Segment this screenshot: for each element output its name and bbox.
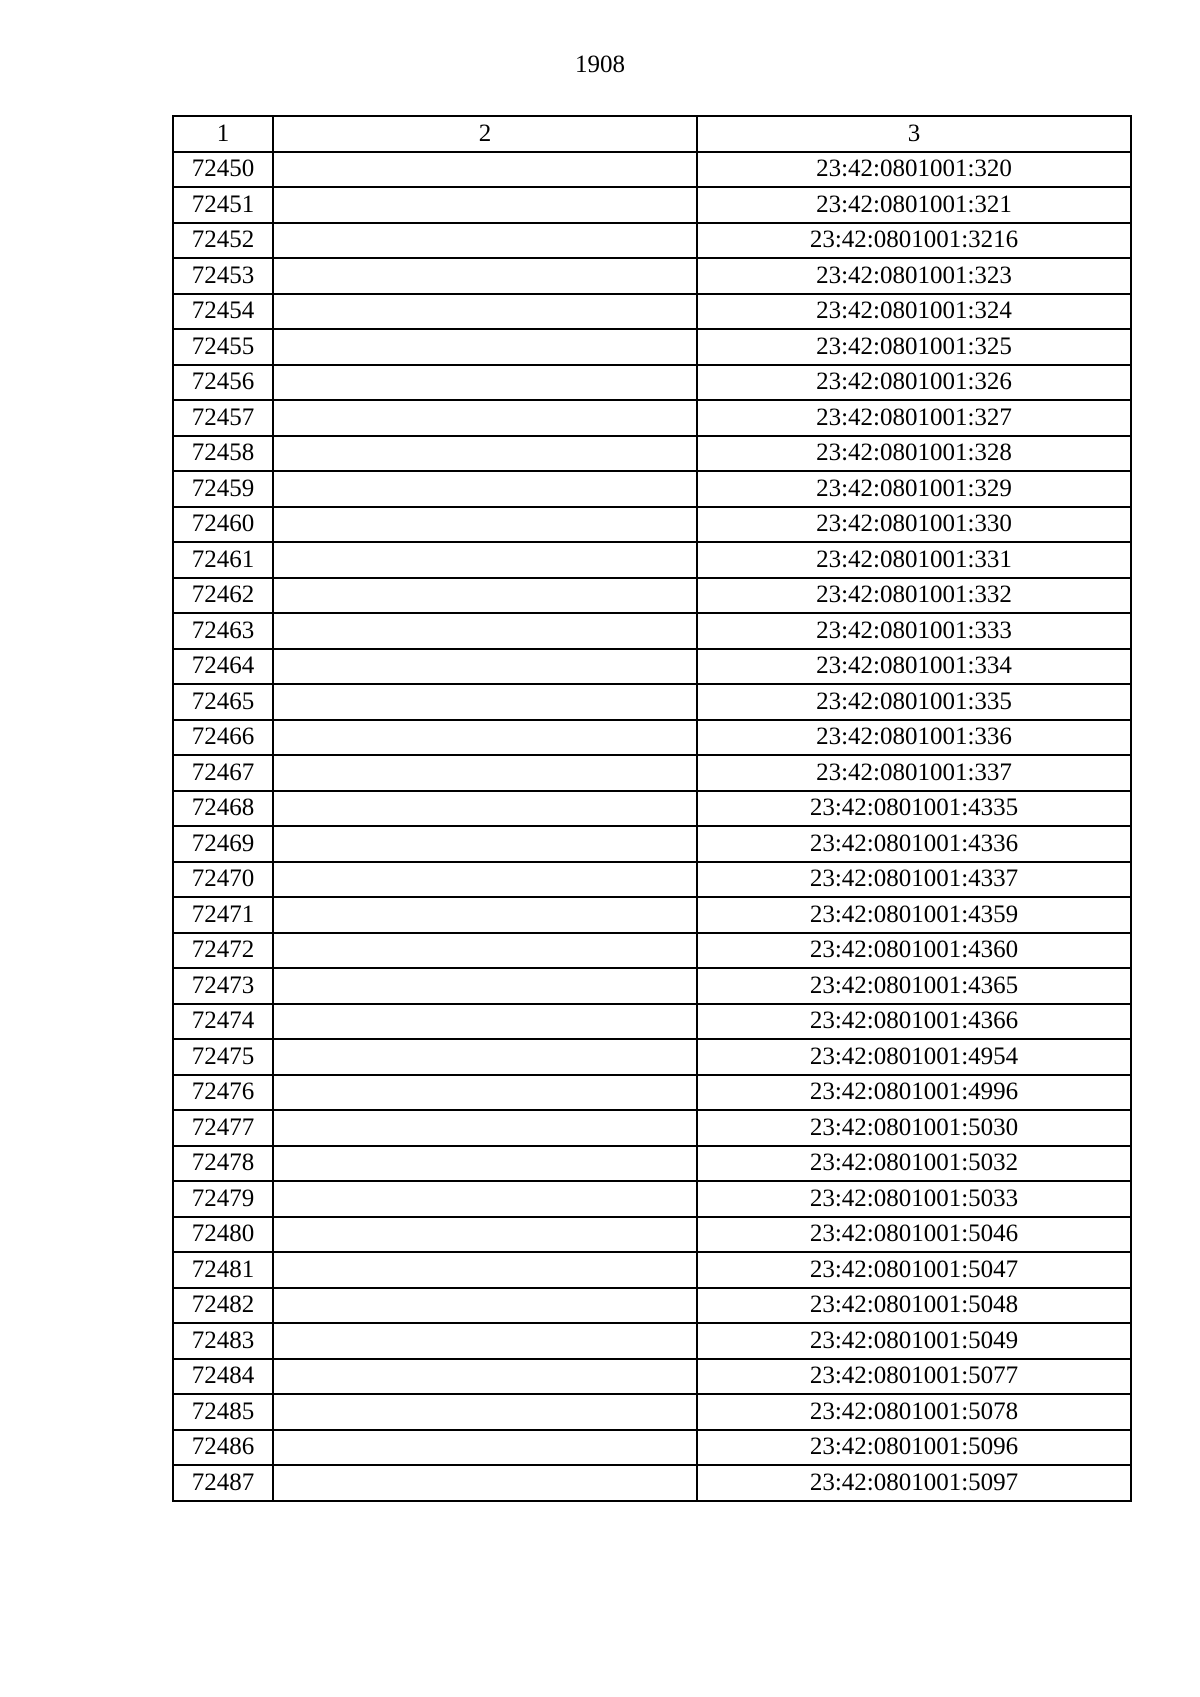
table-row <box>173 294 1131 330</box>
description-cell <box>273 1146 697 1182</box>
cadastral-number-cell: 23:42:0801001:5097 <box>697 1465 1131 1501</box>
description-cell <box>273 1252 697 1288</box>
cadastral-number-cell: 23:42:0801001:4335 <box>697 791 1131 827</box>
table-row <box>173 223 1131 259</box>
table-row <box>173 1359 1131 1395</box>
row-number-cell: 72480 <box>173 1217 273 1253</box>
cadastral-number-cell: 23:42:0801001:326 <box>697 365 1131 401</box>
row-number-cell: 72474 <box>173 1004 273 1040</box>
table-row <box>173 436 1131 472</box>
description-cell <box>273 1430 697 1466</box>
table-row <box>173 897 1131 933</box>
description-cell <box>273 1075 697 1111</box>
table-row <box>173 258 1131 294</box>
row-number-cell: 72455 <box>173 329 273 365</box>
row-number-cell: 72467 <box>173 755 273 791</box>
table-body <box>173 152 1131 1501</box>
table-row <box>173 1430 1131 1466</box>
table-row <box>173 471 1131 507</box>
description-cell <box>273 1181 697 1217</box>
cadastral-number-cell: 23:42:0801001:329 <box>697 471 1131 507</box>
row-number-cell: 72481 <box>173 1252 273 1288</box>
cadastral-number-cell: 23:42:0801001:327 <box>697 400 1131 436</box>
table-row <box>173 187 1131 223</box>
row-number-cell: 72464 <box>173 649 273 685</box>
row-number-cell: 72470 <box>173 862 273 898</box>
cadastral-number-cell: 23:42:0801001:4337 <box>697 862 1131 898</box>
cadastral-number-cell: 23:42:0801001:5048 <box>697 1288 1131 1324</box>
cadastral-number-cell: 23:42:0801001:5047 <box>697 1252 1131 1288</box>
row-number-cell: 72477 <box>173 1110 273 1146</box>
cadastral-number-cell: 23:42:0801001:333 <box>697 613 1131 649</box>
row-number-cell: 72485 <box>173 1394 273 1430</box>
cadastral-number-cell: 23:42:0801001:5078 <box>697 1394 1131 1430</box>
description-cell <box>273 1465 697 1501</box>
description-cell <box>273 507 697 543</box>
description-cell <box>273 294 697 330</box>
cadastral-number-cell: 23:42:0801001:5049 <box>697 1323 1131 1359</box>
cadastral-number-cell: 23:42:0801001:5033 <box>697 1181 1131 1217</box>
cadastral-number-cell: 23:42:0801001:320 <box>697 152 1131 188</box>
description-cell <box>273 684 697 720</box>
table-row <box>173 791 1131 827</box>
description-cell <box>273 755 697 791</box>
table-row <box>173 1181 1131 1217</box>
table-row <box>173 1004 1131 1040</box>
table-row <box>173 720 1131 756</box>
cadastral-number-cell: 23:42:0801001:4360 <box>697 933 1131 969</box>
cadastral-number-cell: 23:42:0801001:331 <box>697 542 1131 578</box>
table-row <box>173 968 1131 1004</box>
row-number-cell: 72453 <box>173 258 273 294</box>
table-row <box>173 1039 1131 1075</box>
table-row <box>173 862 1131 898</box>
table-row <box>173 684 1131 720</box>
table-row <box>173 613 1131 649</box>
table-row <box>173 1075 1131 1111</box>
description-cell <box>273 471 697 507</box>
cadastral-number-cell: 23:42:0801001:323 <box>697 258 1131 294</box>
cadastral-number-cell: 23:42:0801001:4336 <box>697 826 1131 862</box>
table-row <box>173 329 1131 365</box>
row-number-cell: 72462 <box>173 578 273 614</box>
row-number-cell: 72475 <box>173 1039 273 1075</box>
description-cell <box>273 720 697 756</box>
row-number-cell: 72487 <box>173 1465 273 1501</box>
table-row <box>173 933 1131 969</box>
cadastral-number-cell: 23:42:0801001:5077 <box>697 1359 1131 1395</box>
table-row <box>173 755 1131 791</box>
description-cell <box>273 152 697 188</box>
description-cell <box>273 223 697 259</box>
row-number-cell: 72473 <box>173 968 273 1004</box>
table-row <box>173 400 1131 436</box>
table-row <box>173 1252 1131 1288</box>
description-cell <box>273 968 697 1004</box>
row-number-cell: 72450 <box>173 152 273 188</box>
table-row <box>173 1146 1131 1182</box>
description-cell <box>273 329 697 365</box>
cadastral-number-cell: 23:42:0801001:5030 <box>697 1110 1131 1146</box>
description-cell <box>273 1359 697 1395</box>
row-number-cell: 72465 <box>173 684 273 720</box>
description-cell <box>273 1394 697 1430</box>
cadastral-number-cell: 23:42:0801001:324 <box>697 294 1131 330</box>
row-number-cell: 72468 <box>173 791 273 827</box>
row-number-cell: 72460 <box>173 507 273 543</box>
cadastral-number-cell: 23:42:0801001:4996 <box>697 1075 1131 1111</box>
cadastral-number-cell: 23:42:0801001:3216 <box>697 223 1131 259</box>
cadastral-number-cell: 23:42:0801001:335 <box>697 684 1131 720</box>
row-number-cell: 72457 <box>173 400 273 436</box>
column-header-1: 1 <box>173 116 273 152</box>
row-number-cell: 72482 <box>173 1288 273 1324</box>
description-cell <box>273 862 697 898</box>
cadastral-number-cell: 23:42:0801001:336 <box>697 720 1131 756</box>
row-number-cell: 72472 <box>173 933 273 969</box>
table-row <box>173 365 1131 401</box>
row-number-cell: 72486 <box>173 1430 273 1466</box>
row-number-cell: 72483 <box>173 1323 273 1359</box>
row-number-cell: 72461 <box>173 542 273 578</box>
row-number-cell: 72456 <box>173 365 273 401</box>
table-row <box>173 542 1131 578</box>
description-cell <box>273 578 697 614</box>
cadastral-number-cell: 23:42:0801001:337 <box>697 755 1131 791</box>
row-number-cell: 72476 <box>173 1075 273 1111</box>
row-number-cell: 72478 <box>173 1146 273 1182</box>
row-number-cell: 72479 <box>173 1181 273 1217</box>
description-cell <box>273 897 697 933</box>
description-cell <box>273 791 697 827</box>
row-number-cell: 72484 <box>173 1359 273 1395</box>
cadastral-number-cell: 23:42:0801001:4359 <box>697 897 1131 933</box>
cadastral-number-cell: 23:42:0801001:321 <box>697 187 1131 223</box>
description-cell <box>273 1288 697 1324</box>
table-row <box>173 1288 1131 1324</box>
table-row <box>173 1394 1131 1430</box>
row-number-cell: 72451 <box>173 187 273 223</box>
description-cell <box>273 1039 697 1075</box>
table-row <box>173 1217 1131 1253</box>
description-cell <box>273 187 697 223</box>
cadastral-number-cell: 23:42:0801001:5032 <box>697 1146 1131 1182</box>
cadastral-number-cell: 23:42:0801001:325 <box>697 329 1131 365</box>
row-number-cell: 72469 <box>173 826 273 862</box>
row-number-cell: 72463 <box>173 613 273 649</box>
cadastral-number-cell: 23:42:0801001:328 <box>697 436 1131 472</box>
cadastral-table <box>172 115 1132 1502</box>
row-number-cell: 72454 <box>173 294 273 330</box>
description-cell <box>273 400 697 436</box>
cadastral-number-cell: 23:42:0801001:334 <box>697 649 1131 685</box>
row-number-cell: 72466 <box>173 720 273 756</box>
description-cell <box>273 258 697 294</box>
description-cell <box>273 1110 697 1146</box>
description-cell <box>273 542 697 578</box>
row-number-cell: 72452 <box>173 223 273 259</box>
description-cell <box>273 933 697 969</box>
cadastral-number-cell: 23:42:0801001:4366 <box>697 1004 1131 1040</box>
row-number-cell: 72458 <box>173 436 273 472</box>
description-cell <box>273 436 697 472</box>
table-row <box>173 649 1131 685</box>
table-row <box>173 826 1131 862</box>
table-row <box>173 1110 1131 1146</box>
column-header-3: 3 <box>697 116 1131 152</box>
description-cell <box>273 826 697 862</box>
cadastral-number-cell: 23:42:0801001:4954 <box>697 1039 1131 1075</box>
table-row <box>173 507 1131 543</box>
cadastral-number-cell: 23:42:0801001:332 <box>697 578 1131 614</box>
description-cell <box>273 1004 697 1040</box>
page-number: 1908 <box>575 51 625 78</box>
table-row <box>173 1465 1131 1501</box>
cadastral-number-cell: 23:42:0801001:4365 <box>697 968 1131 1004</box>
table-row <box>173 578 1131 614</box>
table-row <box>173 152 1131 188</box>
table-row <box>173 1323 1131 1359</box>
description-cell <box>273 365 697 401</box>
cadastral-number-cell: 23:42:0801001:330 <box>697 507 1131 543</box>
row-number-cell: 72471 <box>173 897 273 933</box>
description-cell <box>273 1217 697 1253</box>
row-number-cell: 72459 <box>173 471 273 507</box>
description-cell <box>273 649 697 685</box>
column-header-2: 2 <box>273 116 697 152</box>
cadastral-number-cell: 23:42:0801001:5046 <box>697 1217 1131 1253</box>
description-cell <box>273 1323 697 1359</box>
cadastral-number-cell: 23:42:0801001:5096 <box>697 1430 1131 1466</box>
table-header-row <box>173 116 1131 152</box>
description-cell <box>273 613 697 649</box>
